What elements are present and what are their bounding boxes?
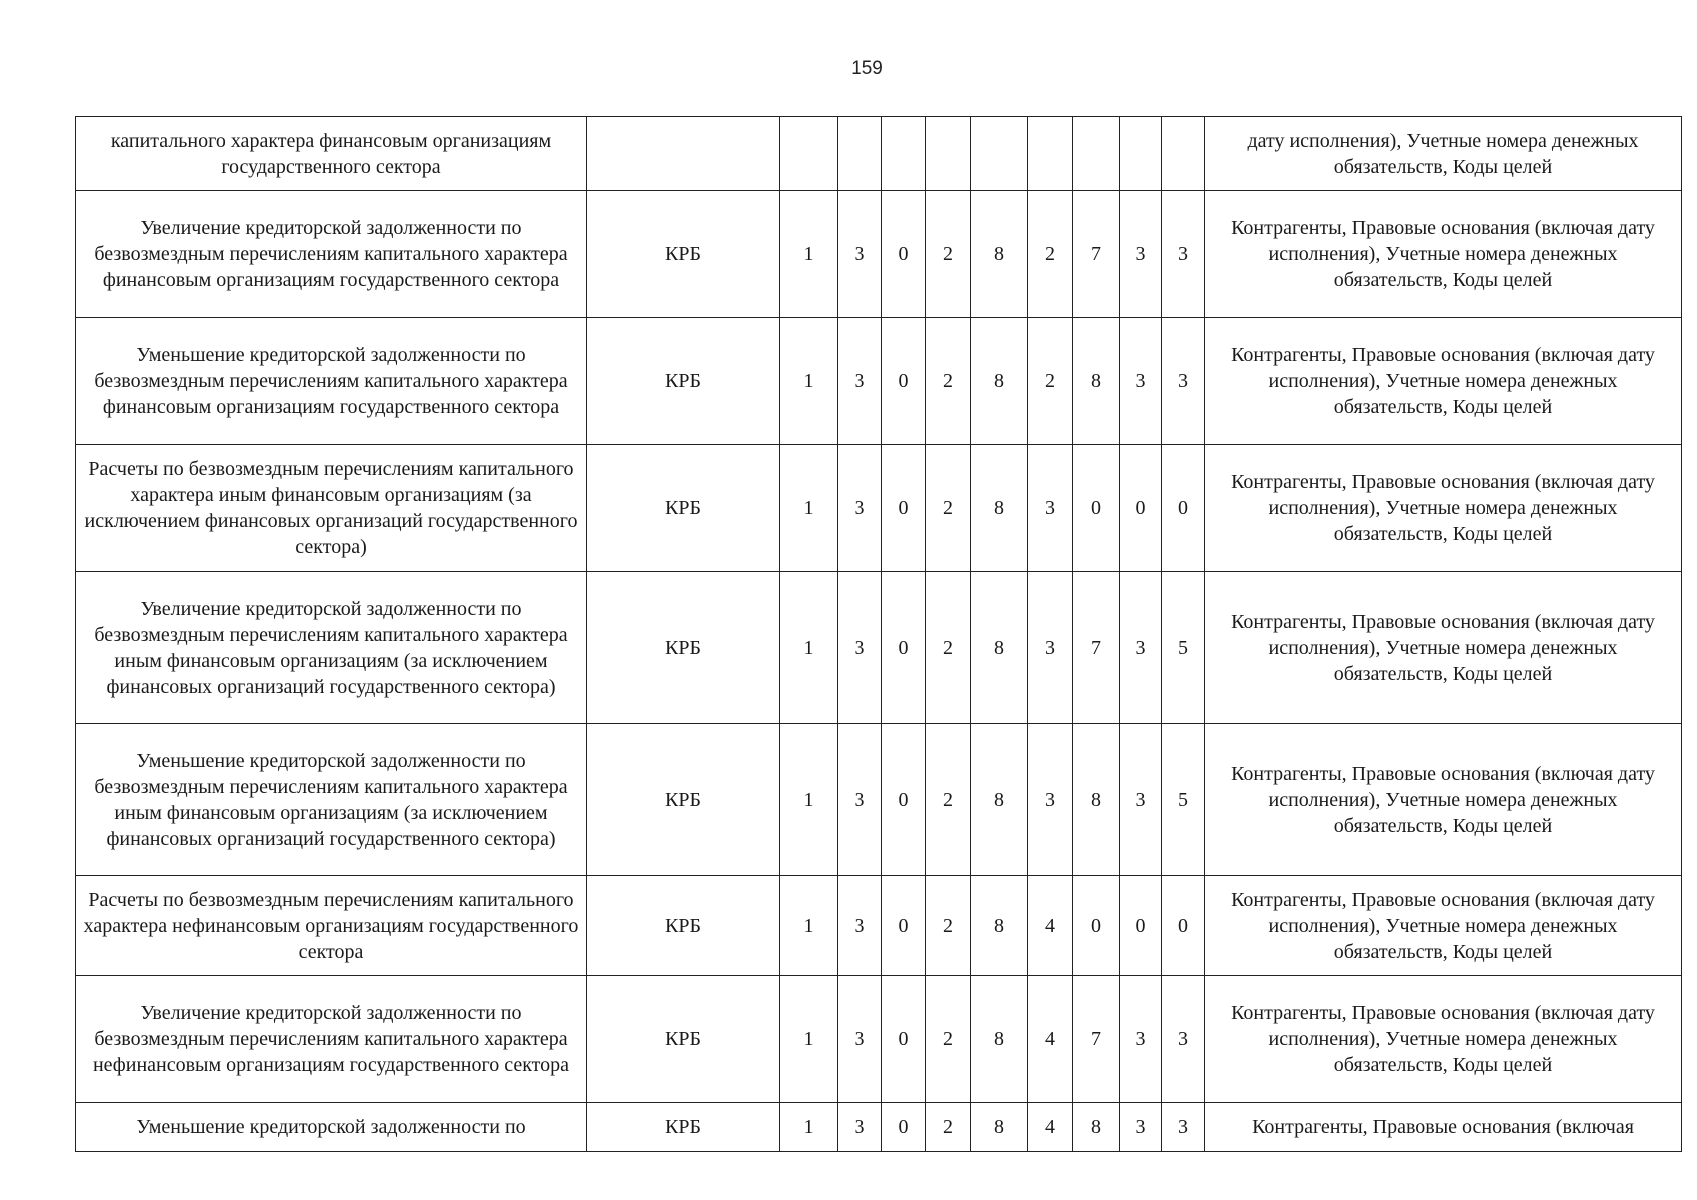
code-digit-cell	[838, 117, 882, 191]
code-digit-cell: 3	[838, 1103, 882, 1152]
description-cell: Увеличение кредиторской задолженности по безвозмездным перечислениям капитального характера финансовым организациям государственного сектора	[76, 191, 587, 318]
code-digit-cell: 3	[1120, 318, 1162, 445]
analytics-cell: Контрагенты, Правовые основания (включая дату исполнения), Учетные номера денежных обязательств, Коды целей	[1205, 191, 1682, 318]
code-digit-cell	[1162, 117, 1205, 191]
code-digit-cell: 8	[1073, 318, 1120, 445]
code-digit-cell: 0	[882, 572, 926, 724]
analytics-cell: Контрагенты, Правовые основания (включая дату исполнения), Учетные номера денежных обязательств, Коды целей	[1205, 445, 1682, 572]
description-cell: Расчеты по безвозмездным перечислениям капитального характера нефинансовым организациям государственного сектора	[76, 876, 587, 976]
code-digit-cell: 3	[1028, 572, 1073, 724]
code-digit-cell: 3	[838, 976, 882, 1103]
code-digit-cell	[1120, 117, 1162, 191]
analytics-cell: дату исполнения), Учетные номера денежных обязательств, Коды целей	[1205, 117, 1682, 191]
code-digit-cell: 8	[971, 572, 1028, 724]
code-digit-cell: 3	[1120, 1103, 1162, 1152]
description-cell: Увеличение кредиторской задолженности по безвозмездным перечислениям капитального характера нефинансовым организациям государственного сектора	[76, 976, 587, 1103]
code-digit-cell: 3	[838, 876, 882, 976]
code-digit-cell: 3	[838, 191, 882, 318]
code-digit-cell: 1	[780, 1103, 838, 1152]
code-digit-cell: 2	[926, 318, 971, 445]
table-body	[76, 117, 1682, 1152]
code-digit-cell: 1	[780, 572, 838, 724]
code-digit-cell: 4	[1028, 876, 1073, 976]
code-digit-cell: 8	[1073, 724, 1120, 876]
code-digit-cell: 0	[1073, 445, 1120, 572]
code-digit-cell: 3	[1120, 724, 1162, 876]
table-row	[76, 445, 1682, 572]
code-digit-cell: 2	[926, 724, 971, 876]
analytics-cell: Контрагенты, Правовые основания (включая дату исполнения), Учетные номера денежных обязательств, Коды целей	[1205, 976, 1682, 1103]
analytics-cell: Контрагенты, Правовые основания (включая дату исполнения), Учетные номера денежных обязательств, Коды целей	[1205, 318, 1682, 445]
code-digit-cell: 2	[926, 876, 971, 976]
analytics-cell: Контрагенты, Правовые основания (включая	[1205, 1103, 1682, 1152]
table-row	[76, 876, 1682, 976]
code-digit-cell: 3	[1120, 191, 1162, 318]
table-row	[76, 117, 1682, 191]
code-digit-cell	[1028, 117, 1073, 191]
code-digit-cell: 3	[1120, 572, 1162, 724]
description-cell: Уменьшение кредиторской задолженности по безвозмездным перечислениям капитального характера иным финансовым организациям (за исключением финансовых организаций государственного сектора)	[76, 724, 587, 876]
page-number: 159	[851, 58, 883, 79]
code-digit-cell: 3	[1028, 724, 1073, 876]
code-digit-cell: 4	[1028, 1103, 1073, 1152]
code-digit-cell: 8	[1073, 1103, 1120, 1152]
code-digit-cell: 3	[838, 445, 882, 572]
type-cell: КРБ	[587, 1103, 780, 1152]
code-digit-cell: 8	[971, 876, 1028, 976]
type-cell: КРБ	[587, 876, 780, 976]
code-digit-cell: 2	[1028, 318, 1073, 445]
type-cell	[587, 117, 780, 191]
code-digit-cell: 3	[1162, 976, 1205, 1103]
code-digit-cell: 3	[838, 318, 882, 445]
analytics-cell: Контрагенты, Правовые основания (включая дату исполнения), Учетные номера денежных обязательств, Коды целей	[1205, 724, 1682, 876]
table-row	[76, 191, 1682, 318]
type-cell: КРБ	[587, 191, 780, 318]
code-digit-cell: 1	[780, 191, 838, 318]
code-digit-cell: 5	[1162, 572, 1205, 724]
code-digit-cell: 2	[1028, 191, 1073, 318]
code-digit-cell: 5	[1162, 724, 1205, 876]
code-digit-cell: 1	[780, 876, 838, 976]
code-digit-cell: 4	[1028, 976, 1073, 1103]
code-digit-cell: 3	[838, 572, 882, 724]
code-digit-cell: 0	[882, 191, 926, 318]
code-digit-cell: 0	[882, 318, 926, 445]
code-digit-cell: 3	[1162, 191, 1205, 318]
code-digit-cell: 8	[971, 1103, 1028, 1152]
code-digit-cell: 0	[1162, 445, 1205, 572]
code-digit-cell: 7	[1073, 572, 1120, 724]
code-digit-cell: 0	[882, 976, 926, 1103]
analytics-cell: Контрагенты, Правовые основания (включая дату исполнения), Учетные номера денежных обязательств, Коды целей	[1205, 876, 1682, 976]
code-digit-cell: 2	[926, 976, 971, 1103]
type-cell: КРБ	[587, 724, 780, 876]
code-digit-cell: 0	[882, 724, 926, 876]
description-cell: Увеличение кредиторской задолженности по безвозмездным перечислениям капитального характера иным финансовым организациям (за исключением финансовых организаций государственного сектора)	[76, 572, 587, 724]
code-digit-cell: 0	[882, 445, 926, 572]
code-digit-cell: 2	[926, 191, 971, 318]
code-digit-cell: 3	[1162, 318, 1205, 445]
code-digit-cell: 1	[780, 445, 838, 572]
code-digit-cell: 0	[1120, 445, 1162, 572]
type-cell: КРБ	[587, 976, 780, 1103]
code-digit-cell: 3	[1028, 445, 1073, 572]
table-row	[76, 318, 1682, 445]
description-cell: Уменьшение кредиторской задолженности по	[76, 1103, 587, 1152]
code-digit-cell: 3	[1162, 1103, 1205, 1152]
code-digit-cell: 2	[926, 572, 971, 724]
code-digit-cell: 2	[926, 445, 971, 572]
code-digit-cell	[780, 117, 838, 191]
code-digit-cell	[1073, 117, 1120, 191]
table-row	[76, 572, 1682, 724]
type-cell: КРБ	[587, 572, 780, 724]
code-digit-cell: 1	[780, 318, 838, 445]
code-digit-cell: 0	[1120, 876, 1162, 976]
table-row	[76, 1103, 1682, 1152]
code-digit-cell: 1	[780, 976, 838, 1103]
accounts-table	[75, 116, 1682, 1152]
type-cell: КРБ	[587, 318, 780, 445]
code-digit-cell	[882, 117, 926, 191]
code-digit-cell	[971, 117, 1028, 191]
code-digit-cell: 0	[882, 1103, 926, 1152]
code-digit-cell: 8	[971, 976, 1028, 1103]
table-row	[76, 724, 1682, 876]
code-digit-cell: 0	[1162, 876, 1205, 976]
code-digit-cell: 1	[780, 724, 838, 876]
code-digit-cell: 8	[971, 318, 1028, 445]
code-digit-cell: 7	[1073, 976, 1120, 1103]
code-digit-cell: 7	[1073, 191, 1120, 318]
code-digit-cell: 3	[838, 724, 882, 876]
code-digit-cell: 0	[1073, 876, 1120, 976]
description-cell: Расчеты по безвозмездным перечислениям капитального характера иным финансовым организациям (за исключением финансовых организаций государственного сектора)	[76, 445, 587, 572]
code-digit-cell: 8	[971, 724, 1028, 876]
analytics-cell: Контрагенты, Правовые основания (включая дату исполнения), Учетные номера денежных обязательств, Коды целей	[1205, 572, 1682, 724]
code-digit-cell	[926, 117, 971, 191]
type-cell: КРБ	[587, 445, 780, 572]
description-cell: капитального характера финансовым организациям государственного сектора	[76, 117, 587, 191]
code-digit-cell: 8	[971, 445, 1028, 572]
code-digit-cell: 0	[882, 876, 926, 976]
code-digit-cell: 2	[926, 1103, 971, 1152]
code-digit-cell: 8	[971, 191, 1028, 318]
table-row	[76, 976, 1682, 1103]
code-digit-cell: 3	[1120, 976, 1162, 1103]
description-cell: Уменьшение кредиторской задолженности по безвозмездным перечислениям капитального характера финансовым организациям государственного сектора	[76, 318, 587, 445]
